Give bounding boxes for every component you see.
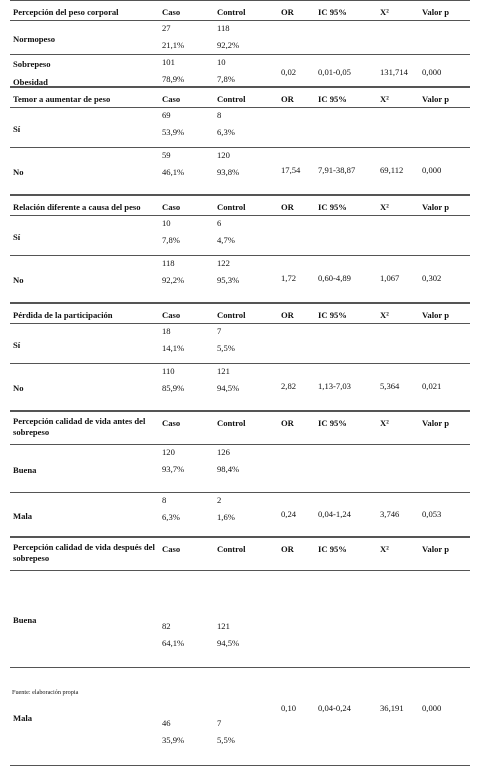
col-x2: X² <box>380 202 389 212</box>
col-x2: X² <box>380 310 389 320</box>
control-count: 7 <box>217 718 222 728</box>
section-header <box>10 1 470 21</box>
caso-count: 10 <box>162 218 171 228</box>
ic-value: 0,04-1,24 <box>318 509 351 519</box>
table-row <box>10 216 470 256</box>
control-count: 2 <box>217 495 222 505</box>
row-label: Buena <box>13 465 37 475</box>
data-table <box>10 0 470 766</box>
or-value: 17,54 <box>281 165 301 175</box>
control-count: 120 <box>217 150 230 160</box>
row-label: Sí <box>13 124 21 134</box>
ic-value: 0,04-0,24 <box>318 703 351 713</box>
control-percent: 98,4% <box>217 464 240 474</box>
col-or: OR <box>281 418 294 428</box>
ic-value: 1,13-7,03 <box>318 381 351 391</box>
col-x2: X² <box>380 544 389 554</box>
caso-percent: 46,1% <box>162 167 185 177</box>
caso-percent: 93,7% <box>162 464 185 474</box>
row-label-2: Obesidad <box>13 77 48 87</box>
section-3 <box>10 303 470 411</box>
col-or: OR <box>281 94 294 104</box>
caso-count: 69 <box>162 110 171 120</box>
row-label: No <box>13 275 24 285</box>
p-value: 0,053 <box>422 509 442 519</box>
row-label: Mala <box>13 511 33 521</box>
control-count: 7 <box>217 326 222 336</box>
section-title: Relación diferente a causa del peso <box>13 202 141 212</box>
caso-count: 18 <box>162 326 171 336</box>
col-caso: Caso <box>162 544 181 554</box>
control-percent: 5,5% <box>217 735 235 745</box>
col-p: Valor p <box>422 418 449 428</box>
or-value: 0,24 <box>281 509 297 519</box>
section-title: Percepción calidad de vida antes del sobrepeso <box>13 416 146 437</box>
col-control: Control <box>217 202 246 212</box>
table-row <box>10 108 470 148</box>
section-title: Percepción del peso corporal <box>13 7 119 17</box>
col-ic: IC 95% <box>318 94 347 104</box>
control-count: 118 <box>217 23 230 33</box>
control-percent: 94,5% <box>217 383 240 393</box>
caso-percent: 14,1% <box>162 343 185 353</box>
section-header <box>10 538 470 571</box>
section-header <box>10 88 470 108</box>
section-2 <box>10 195 470 303</box>
control-percent: 93,8% <box>217 167 240 177</box>
control-percent: 94,5% <box>217 638 240 648</box>
caso-percent: 7,8% <box>162 235 180 245</box>
caso-percent: 6,3% <box>162 512 180 522</box>
table-row <box>10 445 470 493</box>
section-header <box>10 412 470 445</box>
x2-value: 131,714 <box>380 67 408 77</box>
control-count: 126 <box>217 447 230 457</box>
caso-count: 59 <box>162 150 171 160</box>
table-row <box>10 256 470 303</box>
row-label: Sí <box>13 340 21 350</box>
or-value: 2,82 <box>281 381 297 391</box>
row-label: Sobrepeso <box>13 59 51 69</box>
caso-percent: 92,2% <box>162 275 185 285</box>
col-p: Valor p <box>422 202 449 212</box>
caso-count: 118 <box>162 258 175 268</box>
col-x2: X² <box>380 418 389 428</box>
caso-percent: 78,9% <box>162 74 185 84</box>
x2-value: 3,746 <box>380 509 400 519</box>
caso-percent: 35,9% <box>162 735 185 745</box>
x2-value: 5,364 <box>380 381 400 391</box>
p-value: 0,000 <box>422 67 442 77</box>
ic-value: 0,01-0,05 <box>318 67 351 77</box>
control-percent: 4,7% <box>217 235 235 245</box>
p-value: 0,021 <box>422 381 442 391</box>
ic-value: 7,91-38,87 <box>318 165 356 175</box>
caso-percent: 85,9% <box>162 383 185 393</box>
section-title: Temor a aumentar de peso <box>13 94 111 104</box>
control-count: 8 <box>217 110 222 120</box>
p-value: 0,000 <box>422 165 442 175</box>
caso-count: 110 <box>162 366 175 376</box>
col-ic: IC 95% <box>318 310 347 320</box>
col-ic: IC 95% <box>318 7 347 17</box>
table-row <box>10 668 470 766</box>
or-value: 1,72 <box>281 273 297 283</box>
table-row <box>10 324 470 364</box>
col-p: Valor p <box>422 544 449 554</box>
col-control: Control <box>217 544 246 554</box>
caso-count: 120 <box>162 447 175 457</box>
control-count: 6 <box>217 218 222 228</box>
caso-count: 101 <box>162 57 175 67</box>
col-ic: IC 95% <box>318 202 347 212</box>
p-value: 0,000 <box>422 703 442 713</box>
control-percent: 1,6% <box>217 512 235 522</box>
control-count: 121 <box>217 366 230 376</box>
col-or: OR <box>281 310 294 320</box>
control-percent: 5,5% <box>217 343 235 353</box>
section-1 <box>10 87 470 195</box>
x2-value: 1,067 <box>380 273 400 283</box>
control-percent: 92,2% <box>217 40 240 50</box>
section-4 <box>10 411 470 537</box>
p-value: 0,302 <box>422 273 442 283</box>
caso-percent: 21,1% <box>162 40 185 50</box>
col-x2: X² <box>380 7 389 17</box>
table-row <box>10 21 470 55</box>
table-row <box>10 493 470 537</box>
col-caso: Caso <box>162 310 181 320</box>
row-label: No <box>13 167 24 177</box>
source-note: Fuente: elaboración propia <box>12 689 79 696</box>
col-p: Valor p <box>422 94 449 104</box>
table-row <box>10 571 470 668</box>
col-caso: Caso <box>162 7 181 17</box>
control-count: 10 <box>217 57 226 67</box>
col-control: Control <box>217 310 246 320</box>
col-caso: Caso <box>162 94 181 104</box>
row-label: Normopeso <box>13 34 56 44</box>
col-control: Control <box>217 7 246 17</box>
caso-percent: 64,1% <box>162 638 185 648</box>
x2-value: 36,191 <box>380 703 404 713</box>
or-value: 0,02 <box>281 67 297 77</box>
control-percent: 7,8% <box>217 74 235 84</box>
section-title: Percepción calidad de vida después del sobrepeso <box>13 542 155 563</box>
x2-value: 69,112 <box>380 165 404 175</box>
row-label: No <box>13 383 24 393</box>
caso-count: 82 <box>162 621 171 631</box>
col-or: OR <box>281 7 294 17</box>
col-p: Valor p <box>422 7 449 17</box>
caso-count: 46 <box>162 718 171 728</box>
or-value: 0,10 <box>281 703 297 713</box>
control-count: 122 <box>217 258 230 268</box>
section-5 <box>10 537 470 766</box>
col-control: Control <box>217 418 246 428</box>
control-count: 121 <box>217 621 230 631</box>
caso-percent: 53,9% <box>162 127 185 137</box>
control-percent: 95,3% <box>217 275 240 285</box>
ic-value: 0,60-4,89 <box>318 273 351 283</box>
col-caso: Caso <box>162 202 181 212</box>
col-ic: IC 95% <box>318 418 347 428</box>
section-header <box>10 304 470 324</box>
col-or: OR <box>281 202 294 212</box>
col-p: Valor p <box>422 310 449 320</box>
col-control: Control <box>217 94 246 104</box>
col-ic: IC 95% <box>318 544 347 554</box>
row-label: Sí <box>13 232 21 242</box>
control-percent: 6,3% <box>217 127 235 137</box>
row-label: Buena <box>13 615 37 625</box>
caso-count: 27 <box>162 23 171 33</box>
table-row <box>10 364 470 411</box>
caso-count: 8 <box>162 495 167 505</box>
section-header <box>10 196 470 216</box>
col-x2: X² <box>380 94 389 104</box>
section-title: Pérdida de la participación <box>13 310 113 320</box>
col-caso: Caso <box>162 418 181 428</box>
row-label: Mala <box>13 713 33 723</box>
col-or: OR <box>281 544 294 554</box>
